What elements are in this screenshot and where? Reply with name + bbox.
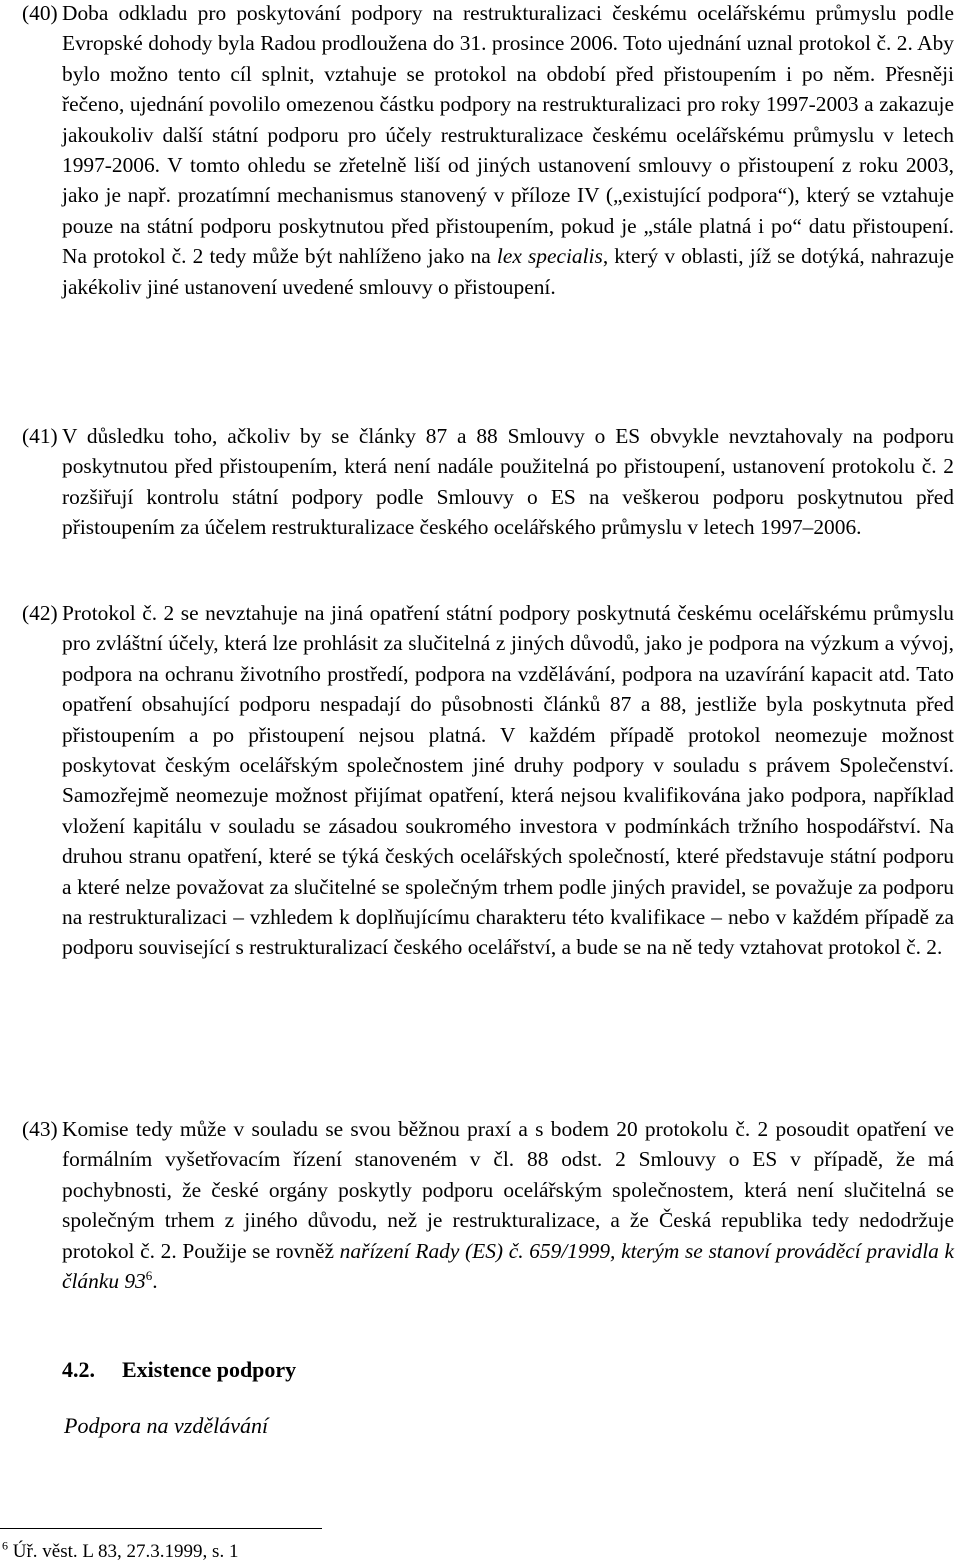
paragraph-number: (43) <box>22 1117 58 1141</box>
footnote <box>2 1540 238 1564</box>
footnote-text: Úř. věst. L 83, 27.3.1999, s. 1 <box>12 1541 239 1562</box>
text-run: Doba odkladu pro poskytování podpory na restrukturalizaci českému ocelářskému průmyslu podle Evropské dohody byla Radou prodloužena do 31. prosince 2006. Toto ujednání uznal protokol č. 2. Aby bylo možno tento cíl splnit, vztahuje se protokol na období před přistoupením i po něm. Přesněji řečeno, ujednání povolilo omezenou částku podpory na restrukturalizaci pro roky 1997-2003 a zakazuje jakoukoliv další státní podporu pro účely restrukturalizace českému ocelářskému průmyslu v letech 1997-2006. V tomto ohledu se zřetelně liší od jiných ustanovení smlouvy o přistoupení z roku 2003, jako je např. prozatímní mechanismus stanovený v příloze IV („existující podpora“), který se vztahuje pouze na státní podporu poskytnutou před přistoupením, pokud je „stále platná i po“ datu přistoupení. Na protokol č. 2 tedy může být nahlíženo jako na <box>62 1 954 269</box>
footnote-separator <box>0 1528 322 1529</box>
paragraph-number: (41) <box>22 424 58 448</box>
section-title: Existence podpory <box>122 1357 297 1382</box>
paragraph-text <box>62 0 954 302</box>
paragraph-number: (42) <box>22 601 58 625</box>
text-run-italic: nařízení Rady (ES) č. 659/1999, kterým se stanoví prováděcí pravidla k článku 93 <box>62 1238 954 1294</box>
section-heading <box>62 1355 296 1385</box>
section-number: 4.2. <box>62 1357 95 1382</box>
footnote-marker: 6 <box>2 1538 8 1553</box>
paragraph-text <box>62 1114 954 1296</box>
paragraph-41 <box>22 421 954 543</box>
footnote-reference[interactable]: 6 <box>145 1267 153 1283</box>
text-run: . <box>152 1269 158 1294</box>
paragraph-text <box>62 598 954 963</box>
paragraph-43 <box>22 1114 954 1296</box>
paragraph-40 <box>22 0 954 302</box>
paragraph-text <box>62 421 954 543</box>
paragraph-number: (40) <box>22 1 58 25</box>
text-run-italic: lex specialis <box>496 244 603 269</box>
text-run: V důsledku toho, ačkoliv by se články 87 a 88 Smlouvy o ES obvykle nevztahovaly na podporu poskytnutou před přistoupením, která není nadále použitelná po přistoupení, ustanovení protokolu č. 2 rozšiřují kontrolu státní podpory podle Smlouvy o ES na veškerou podporu poskytnutou před přistoupením za účelem restrukturalizace českého ocelářského průmyslu v letech 1997–2006. <box>62 424 954 540</box>
text-run: Protokol č. 2 se nevztahuje na jiná opatření státní podpory poskytnutá českému ocelářskému průmyslu pro zvláštní účely, která lze prohlásit za slučitelná z jiných důvodů, jako je podpora na výzkum a vývoj, podpora na ochranu životního prostředí, podpora na vzdělávání, podpora na uzavírání kapacit atd. Tato opatření obsahující podporu nespadají do působnosti článků 87 a 88, jestliže byla poskytnuta před přistoupením a po přistoupení nejsou platná. V každém případě protokol neomezuje možnost poskytovat českým ocelářským společnostem jiné druhy podpory v souladu s právem Společenství. Samozřejmě neomezuje možnost přijímat opatření, která nejsou kvalifikována jako podpora, například vložení kapitálu v souladu se zásadou soukromého investora v podmínkách tržního hospodářství. Na druhou stranu opatření, které se týká českých ocelářských společností, které představuje státní podporu a které nelze považovat za slučitelné se společným trhem podle jiných pravidel, se považuje za podporu na restrukturalizaci – vzhledem k doplňujícímu charakteru této kvalifikace – nebo v každém případě za podporu související s restrukturalizací českého ocelářství, a bude se na ně tedy vztahovat protokol č. 2. <box>62 601 954 960</box>
text-run: , který v oblasti, jíž se dotýká, nahrazuje jakékoliv jiné ustanovení uvedené smlouvy o přistoupení. <box>62 244 954 299</box>
subheading: Podpora na vzdělávání <box>64 1413 269 1438</box>
text-run: Komise tedy může v souladu se svou běžnou praxí a s bodem 20 protokolu č. 2 posoudit opatření ve formálním vyšetřovacím řízení stanoveném v čl. 88 odst. 2 Smlouvy o ES v případě, že má pochybnosti, že české orgány poskytly podporu ocelářským společnostem, která není slučitelná se společným trhem z jiného důvodu, než je restrukturalizace, a že Česká republika tedy nedodržuje protokol č. 2. Použije se rovněž <box>62 1117 954 1263</box>
paragraph-42 <box>22 598 954 963</box>
